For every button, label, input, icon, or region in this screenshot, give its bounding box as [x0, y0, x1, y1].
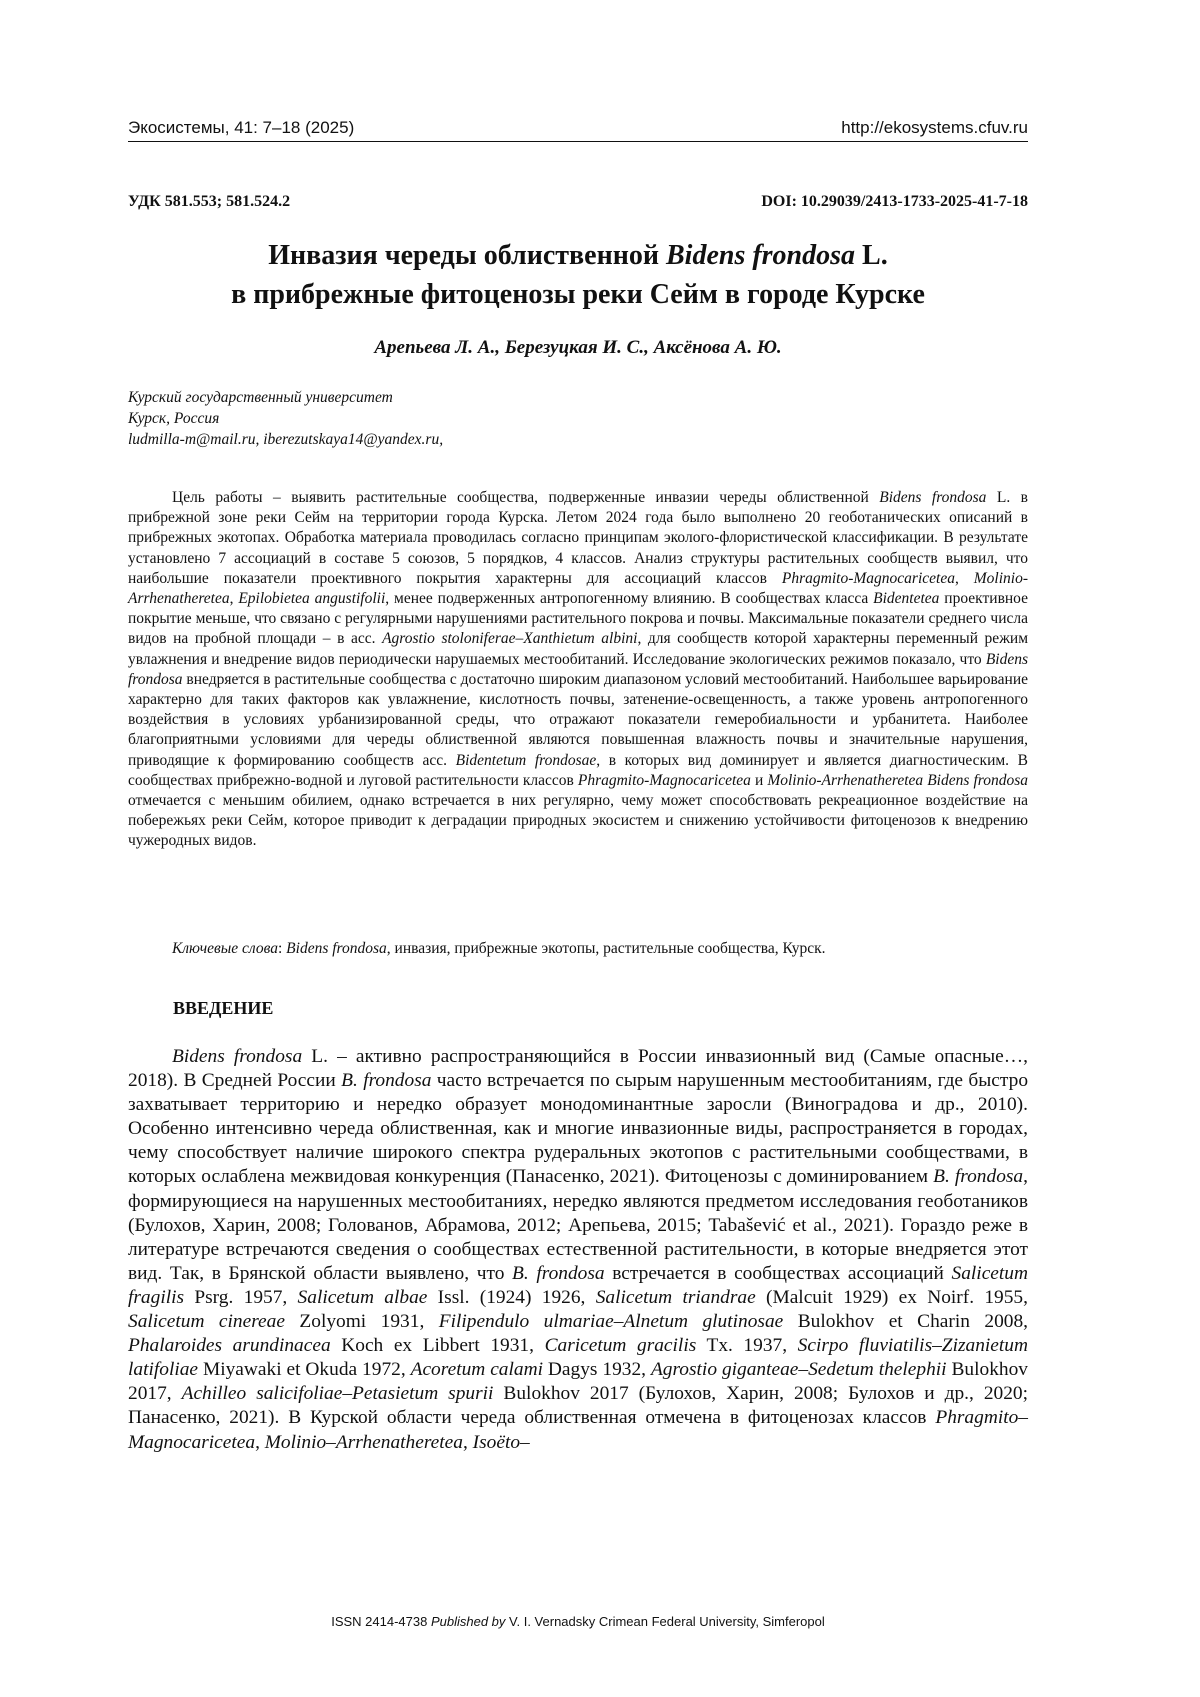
emails[interactable]: ludmilla-m@mail.ru, iberezutskaya14@yandex.ru,: [128, 431, 444, 448]
article-meta: [128, 193, 1028, 211]
page-footer: ISSN 2414-4738 Published by V. I. Vernadsky Crimean Federal University, Simferopol: [331, 1614, 825, 1629]
section-heading-introduction: ВВЕДЕНИЕ: [173, 998, 274, 1018]
introduction-paragraph: Bidens frondosa L. – активно распространяющийся в России инвазионный вид (Самые опасные…, 2018). В Средней России B. frondosa часто встречается по сырым нарушенным местообитаниям, где быстро захватывает территорию и нередко образует монодоминантные заросли (Виноградова и др., 2010). Особенно интенсивно череда облиственная, как и многие инвазионные виды, распространяется в городах, чему способствует наличие широкого спектра рудеральных экотопов с растительными сообществами, в которых ослаблена межвидовая конкуренция (Панасенко, 2021). Фитоценозы с доминированием B. frondosa, формирующиеся на нарушенных местообитаниях, нередко являются предметом исследования геоботаников (Булохов, Харин, 2008; Голованов, Абрамова, 2012; Арепьева, 2015; Tabašević et al., 2021). Гораздо реже в литературе встречаются сведения о сообществах естественной растительности, в которые внедряется этот вид. Так, в Брянской области выявлено, что B. frondosa встречается в сообществах ассоциаций Salicetum fragilis Psrg. 1957, Salicetum albae Issl. (1924) 1926, Salicetum triandrae (Malcuit 1929) ex Noirf. 1955, Salicetum cinereae Zolyomi 1931, Filipendulo ulmariae–Alnetum glutinosae Bulokhov et Charin 2008, Phalaroides arundinacea Koch ex Libbert 1931, Caricetum gracilis Tx. 1937, Scirpo fluviatilis–Zizanietum latifoliae Miyawaki et Okuda 1972, Acoretum calami Dagys 1932, Agrostio giganteae–Sedetum thelephii Bulokhov 2017, Achilleo salicifoliae–Petasietum spurii Bulokhov 2017 (Булохов, Харин, 2008; Булохов и др., 2020; Панасенко, 2021). В Курской области череда облиственная отмечена в фитоценозах классов Phragmito–Magnocaricetea, Molinio–Arrhenatheretea, Isoëto–: [128, 1046, 1029, 1453]
keywords-label: Ключевые слова: [172, 940, 278, 957]
doi[interactable]: DOI: 10.29039/2413-1733-2025-41-7-18: [761, 193, 1028, 210]
journal-url[interactable]: http://ekosystems.cfuv.ru: [841, 118, 1028, 137]
article-title: Инвазия череды облиственной Bidens frondosa L. в прибрежные фитоценозы реки Сейм в городе Курске: [231, 240, 925, 310]
university: Курский государственный университет: [128, 389, 393, 406]
running-header: [128, 118, 1028, 142]
keywords: Ключевые слова: Bidens frondosa, инвазия, прибрежные экотопы, растительные сообщества, Курск.: [172, 940, 826, 957]
city: Курск, Россия: [128, 410, 220, 427]
title-species: Bidens frondosa: [665, 240, 856, 271]
udc-code: УДК 581.553; 581.524.2: [128, 193, 291, 210]
journal-citation: Экосистемы, 41: 7–18 (2025): [128, 118, 355, 137]
affiliation: [128, 387, 828, 450]
authors: Арепьева Л. А., Березуцкая И. С., Аксёнова А. Ю.: [374, 337, 782, 358]
abstract: Цель работы – выявить растительные сообщества, подверженные инвазии череды облиственной Bidens frondosa L. в прибрежной зоне реки Сейм на территории города Курска. Летом 2024 года было выполнено 20 геоботанических описаний в прибрежных экотопах. Обработка материала проводилась согласно принципам эколого-флористической классификации. В результате установлено 7 ассоциаций в составе 5 союзов, 5 порядков, 4 классов. Анализ структуры растительных сообществ выявил, что наибольшие показатели проективного покрытия характерны для ассоциаций классов Phragmito-Magnocaricetea, Molinio-Arrhenatheretea, Epilobietea angustifolii, менее подверженных антропогенному влиянию. В сообществах класса Bidentetea проективное покрытие меньше, что связано с регулярными нарушениями растительного покрова и почвы. Максимальные показатели среднего числа видов на пробной площади – в асс. Agrostio stoloniferae–Xanthietum albini, для сообществ которой характерны переменный режим увлажнения и внедрение видов периодически нарушаемых местообитаний. Исследование экологических режимов показало, что Bidens frondosa внедряется в растительные сообщества с достаточно широким диапазоном условий местообитаний. Наибольшее варьирование характерно для таких факторов как увлажнение, кислотность почвы, затенение-освещенность, а также уровень антропогенного воздействия в условиях урбанизированной среды, что отражают показатели гемеробиальности и урбанитета. Наиболее благоприятными условиями для череды облиственной являются повышенная влажность почвы и значительные нарушения, приводящие к формированию сообществ асс. Bidentetum frondosae, в которых вид доминирует и является диагностическим. В сообществах прибрежно-водной и луговой растительности классов Phragmito-Magnocaricetea и Molinio-Arrhenatheretea Bidens frondosa отмечается с меньшим обилием, однако встречается в них регулярно, чему может способствовать рекреационное воздействие на побережьях реки Сейм, которое приводит к деградации природных экосистем и снижению устойчивости фитоценозов к внедрению чужеродных видов.: [128, 489, 1029, 850]
